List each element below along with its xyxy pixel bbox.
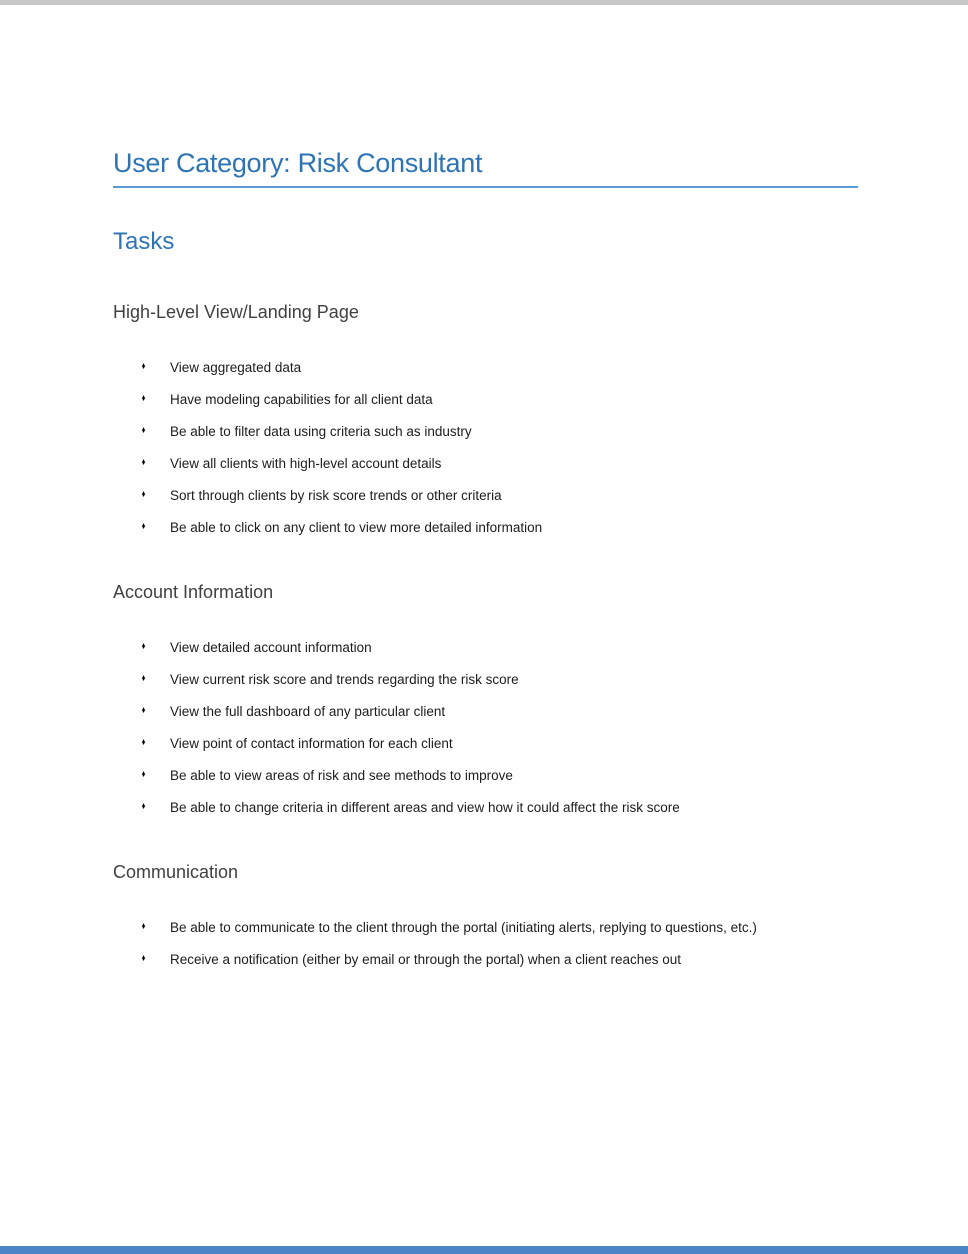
list-item-text: View aggregated data — [170, 359, 302, 375]
diamond-bullet-icon: ♦ — [141, 488, 146, 500]
diamond-bullet-icon: ♦ — [141, 800, 146, 812]
list-item-text: Sort through clients by risk score trends or other criteria — [170, 487, 502, 503]
section-account-information — [113, 582, 858, 816]
list-item — [113, 671, 858, 688]
tasks-heading: Tasks — [113, 228, 175, 256]
list-item — [113, 423, 858, 440]
diamond-bullet-icon: ♦ — [141, 920, 146, 932]
diamond-bullet-icon: ♦ — [141, 736, 146, 748]
section-communication — [113, 862, 858, 968]
subsection-heading: Account Information — [113, 581, 274, 602]
list-item — [113, 391, 858, 408]
list-item — [113, 767, 858, 784]
list-item — [113, 487, 858, 504]
list-item-text: Have modeling capabilities for all client data — [170, 391, 433, 407]
bullet-list — [113, 639, 858, 816]
subsection-heading: High-Level View/Landing Page — [113, 301, 359, 322]
document-title: User Category: Risk Consultant — [113, 147, 858, 188]
list-item — [113, 639, 858, 656]
subsection-heading: Communication — [113, 861, 239, 882]
list-item-text: View all clients with high-level account details — [170, 455, 442, 471]
diamond-bullet-icon: ♦ — [141, 672, 146, 684]
list-item-text: Be able to filter data using criteria such as industry — [170, 423, 472, 439]
document-content — [113, 0, 858, 983]
diamond-bullet-icon: ♦ — [141, 640, 146, 652]
list-item-text: View point of contact information for each client — [170, 735, 453, 751]
list-item — [113, 359, 858, 376]
diamond-bullet-icon: ♦ — [141, 520, 146, 532]
list-item — [113, 799, 858, 816]
diamond-bullet-icon: ♦ — [141, 704, 146, 716]
list-item-text: View the full dashboard of any particular client — [170, 703, 446, 719]
list-item — [113, 519, 858, 536]
list-item-text: Be able to click on any client to view more detailed information — [170, 519, 543, 535]
section-high-level-view — [113, 302, 858, 536]
diamond-bullet-icon: ♦ — [141, 768, 146, 780]
list-item-text: Be able to view areas of risk and see methods to improve — [170, 767, 513, 783]
diamond-bullet-icon: ♦ — [141, 456, 146, 468]
list-item — [113, 951, 858, 968]
diamond-bullet-icon: ♦ — [141, 952, 146, 964]
diamond-bullet-icon: ♦ — [141, 392, 146, 404]
list-item — [113, 919, 858, 936]
list-item — [113, 455, 858, 472]
diamond-bullet-icon: ♦ — [141, 424, 146, 436]
list-item-text: Receive a notification (either by email or through the portal) when a client reaches out — [170, 951, 682, 967]
bullet-list — [113, 919, 858, 968]
list-item-text: View current risk score and trends regarding the risk score — [170, 671, 519, 687]
diamond-bullet-icon: ♦ — [141, 360, 146, 372]
bullet-list — [113, 359, 858, 536]
list-item — [113, 735, 858, 752]
bottom-accent-bar — [0, 1246, 968, 1254]
list-item-text: View detailed account information — [170, 639, 372, 655]
list-item — [113, 703, 858, 720]
list-item-text: Be able to communicate to the client through the portal (initiating alerts, replying to questions, etc.) — [170, 919, 757, 935]
list-item-text: Be able to change criteria in different areas and view how it could affect the risk score — [170, 799, 680, 815]
